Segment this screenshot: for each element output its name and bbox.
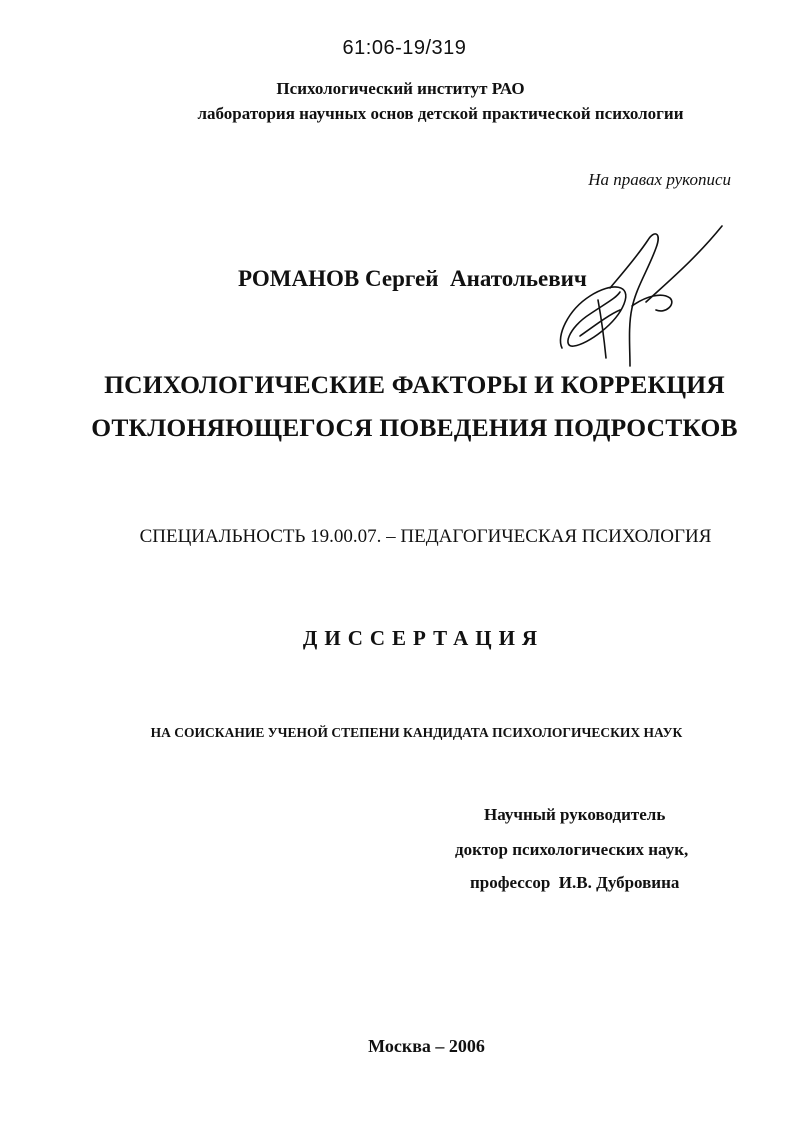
institution-name: Психологический институт РАО — [276, 79, 525, 98]
laboratory-name: лаборатория научных основ детской практической психологии — [197, 104, 684, 123]
thesis-title-line-2: ОТКЛОНЯЮЩЕГОСЯ ПОВЕДЕНИЯ ПОДРОСТКОВ — [91, 413, 738, 442]
document-type: ДИССЕРТАЦИЯ — [302, 626, 545, 650]
supervisor-label: Научный руководитель — [484, 805, 666, 824]
specialty: СПЕЦИАЛЬНОСТЬ 19.00.07. – ПЕДАГОГИЧЕСКАЯ ПСИХОЛОГИЯ — [139, 526, 712, 547]
catalog-number: 61:06-19/319 — [342, 37, 467, 59]
supervisor-degree: доктор психологических наук, — [455, 840, 689, 859]
signature-icon — [550, 218, 730, 368]
degree-statement: НА СОИСКАНИЕ УЧЕНОЙ СТЕПЕНИ КАНДИДАТА ПСИХОЛОГИЧЕСКИХ НАУК — [150, 725, 683, 740]
supervisor-name: профессор И.В. Дубровина — [470, 873, 680, 892]
thesis-title-line-1: ПСИХОЛОГИЧЕСКИЕ ФАКТОРЫ И КОРРЕКЦИЯ — [104, 370, 725, 399]
author-name: РОМАНОВ Сергей Анатольевич — [238, 266, 587, 291]
manuscript-note: На правах рукописи — [588, 170, 731, 189]
place-year: Москва – 2006 — [368, 1036, 485, 1056]
